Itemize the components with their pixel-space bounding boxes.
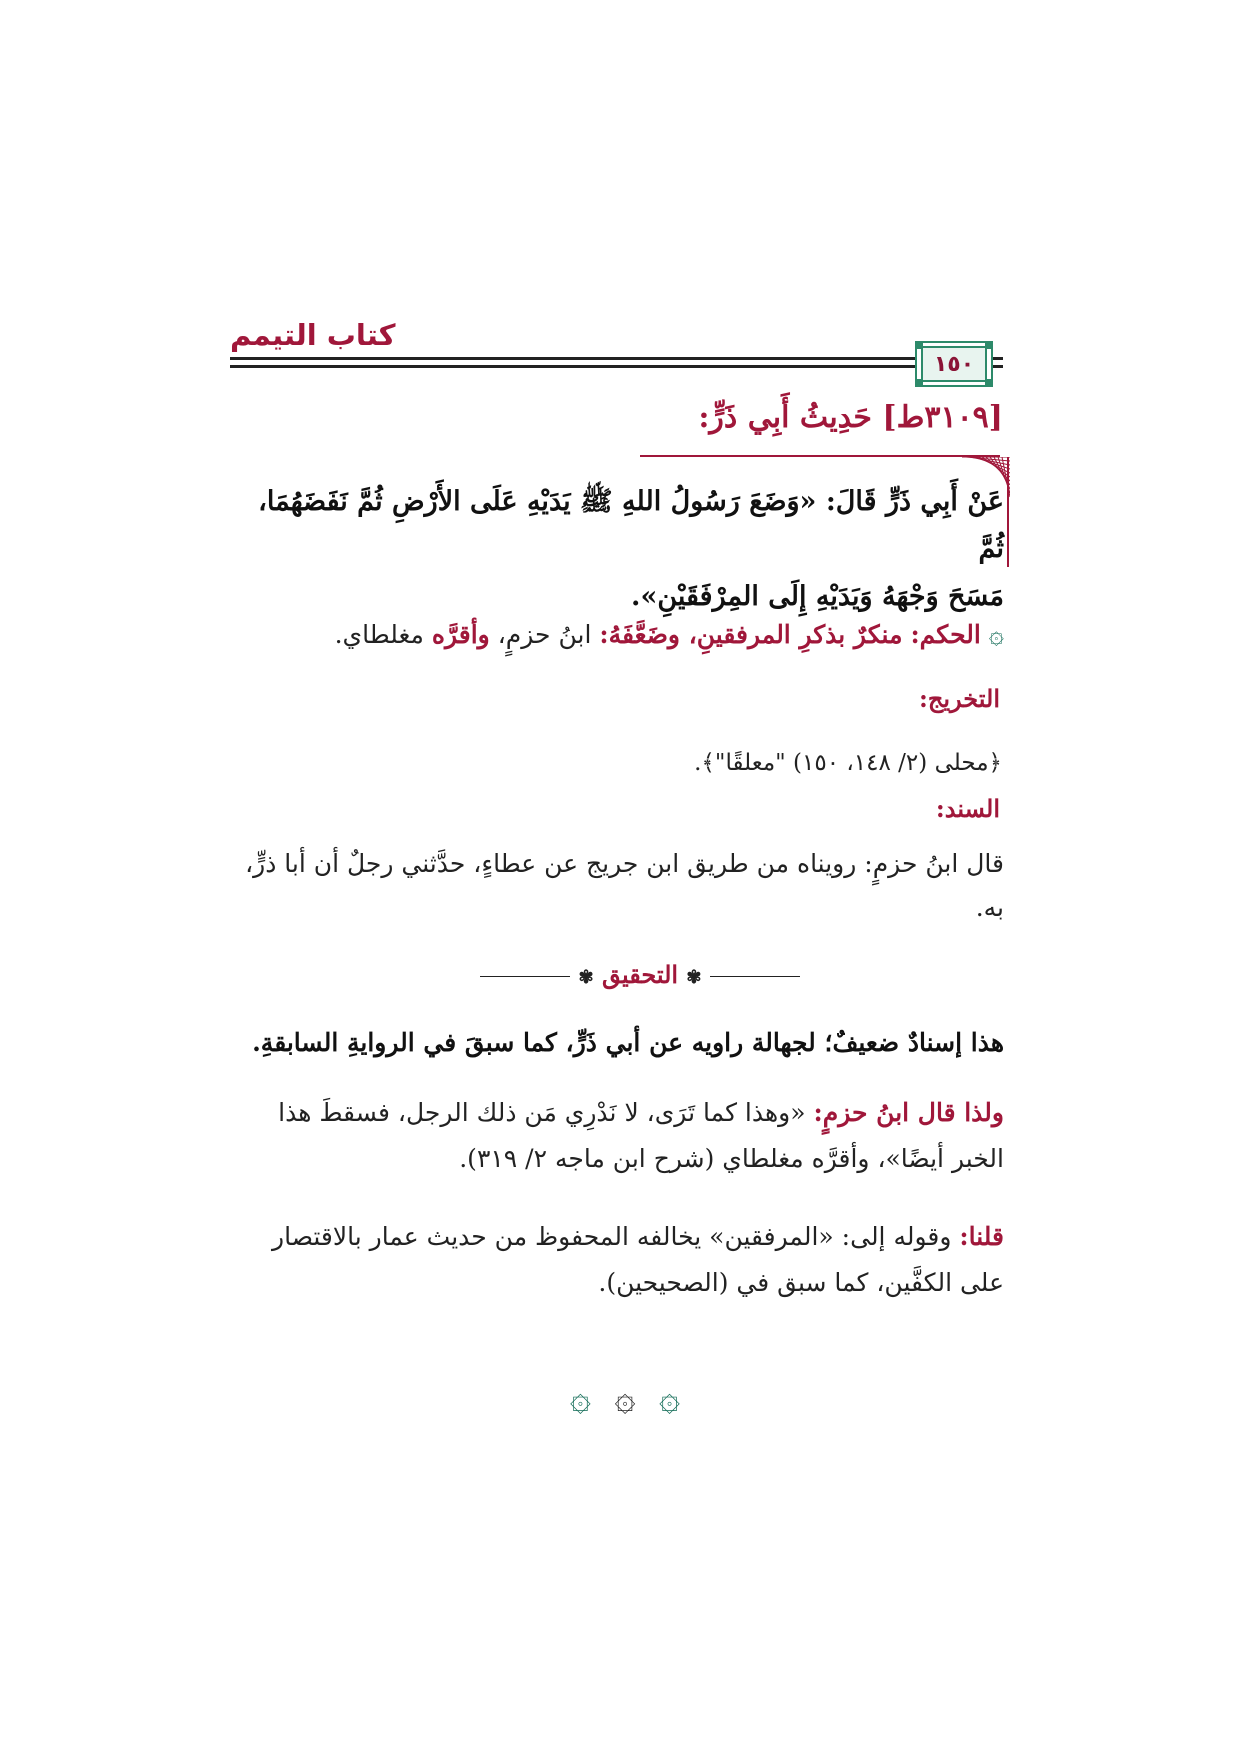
matn-line: مَسَحَ وَجْهَهُ وَيَدَيْهِ إِلَى المِرْفَقَيْنِ».: [631, 580, 1004, 612]
header-rule: [230, 357, 1003, 371]
ruling-label: الحكم:: [910, 620, 981, 649]
end-ornaments: [535, 1378, 715, 1419]
flower-ornament-icon: ۞: [569, 1378, 591, 1419]
hadith-matn: [236, 478, 1004, 620]
paragraph-lead: قلنا:: [959, 1222, 1004, 1251]
ruling-text: ابنُ حزمٍ،: [497, 620, 592, 649]
tahqiq-paragraph: [236, 1214, 1004, 1307]
sanad-heading: السند:: [935, 794, 1000, 823]
sanad-text: قال ابنُ حزمٍ: رويناه من طريق ابن جريج عن عطاءٍ، حدَّثني رجلٌ أن أبا ذرٍّ، به.: [245, 849, 1004, 922]
knot-ornament-icon: ✾: [686, 967, 702, 988]
tahqiq-section-title: [440, 960, 840, 989]
flower-ornament-icon: ۞: [659, 1378, 681, 1419]
heading-rule: [640, 455, 1000, 457]
page-number: ١٥٠: [921, 346, 987, 382]
tahqiq-paragraph: [236, 1090, 1004, 1183]
takhrij-reference: ﴿محلى (٢/ ١٤٨، ١٥٠) "معلقًا"﴾.: [694, 750, 1002, 776]
knot-ornament-icon: ✾: [578, 967, 594, 988]
takhrij-heading: التخريج:: [919, 684, 1000, 713]
flower-ornament-icon: ۞: [988, 620, 1004, 650]
paragraph-lead: ولذا قال ابنُ حزمٍ:: [813, 1098, 1004, 1127]
tahqiq-paragraph: هذا إسنادٌ ضعيفٌ؛ لجهالة راويه عن أبي ذَرٍّ، كما سبقَ في الروايةِ السابقةِ.: [252, 1028, 1004, 1057]
ruling-verdict: منكرٌ بذكرِ المرفقينِ، وضَعَّفَهُ:: [599, 620, 903, 649]
paragraph-text: وقوله إلى: «المرفقين» يخالفه المحفوظ من حديث عمار بالاقتصار على الكفَّين، كما سبق في (الصحيحين).: [272, 1222, 1004, 1298]
ruling-accent: وأقرَّه: [431, 620, 490, 649]
ruling: [236, 615, 1004, 657]
matn-line: عَنْ أَبِي ذَرٍّ قَالَ: «وَضَعَ رَسُولُ اللهِ ﷺ يَدَيْهِ عَلَى الأَرْضِ ثُمَّ نَفَضَهُمَا، ثُمَّ: [258, 486, 1004, 565]
ruling-text: مغلطاي.: [334, 620, 424, 649]
hadith-heading: [٣١٠٩ط] حَدِيثُ أَبِي ذَرٍّ:: [698, 400, 1003, 435]
tahqiq-title: التحقيق: [601, 960, 679, 989]
book-title: كتاب التيمم: [230, 318, 396, 352]
page-number-badge: [915, 341, 993, 387]
paragraph-text: «وهذا كما تَرَى، لا نَدْرِي مَن ذلك الرجل، فسقطَ هذا الخبر أيضًا»، وأقرَّه مغلطاي (شرح ابن ماجه ٢/ ٣١٩).: [278, 1098, 1004, 1174]
flower-ornament-icon: ۞: [614, 1378, 636, 1419]
